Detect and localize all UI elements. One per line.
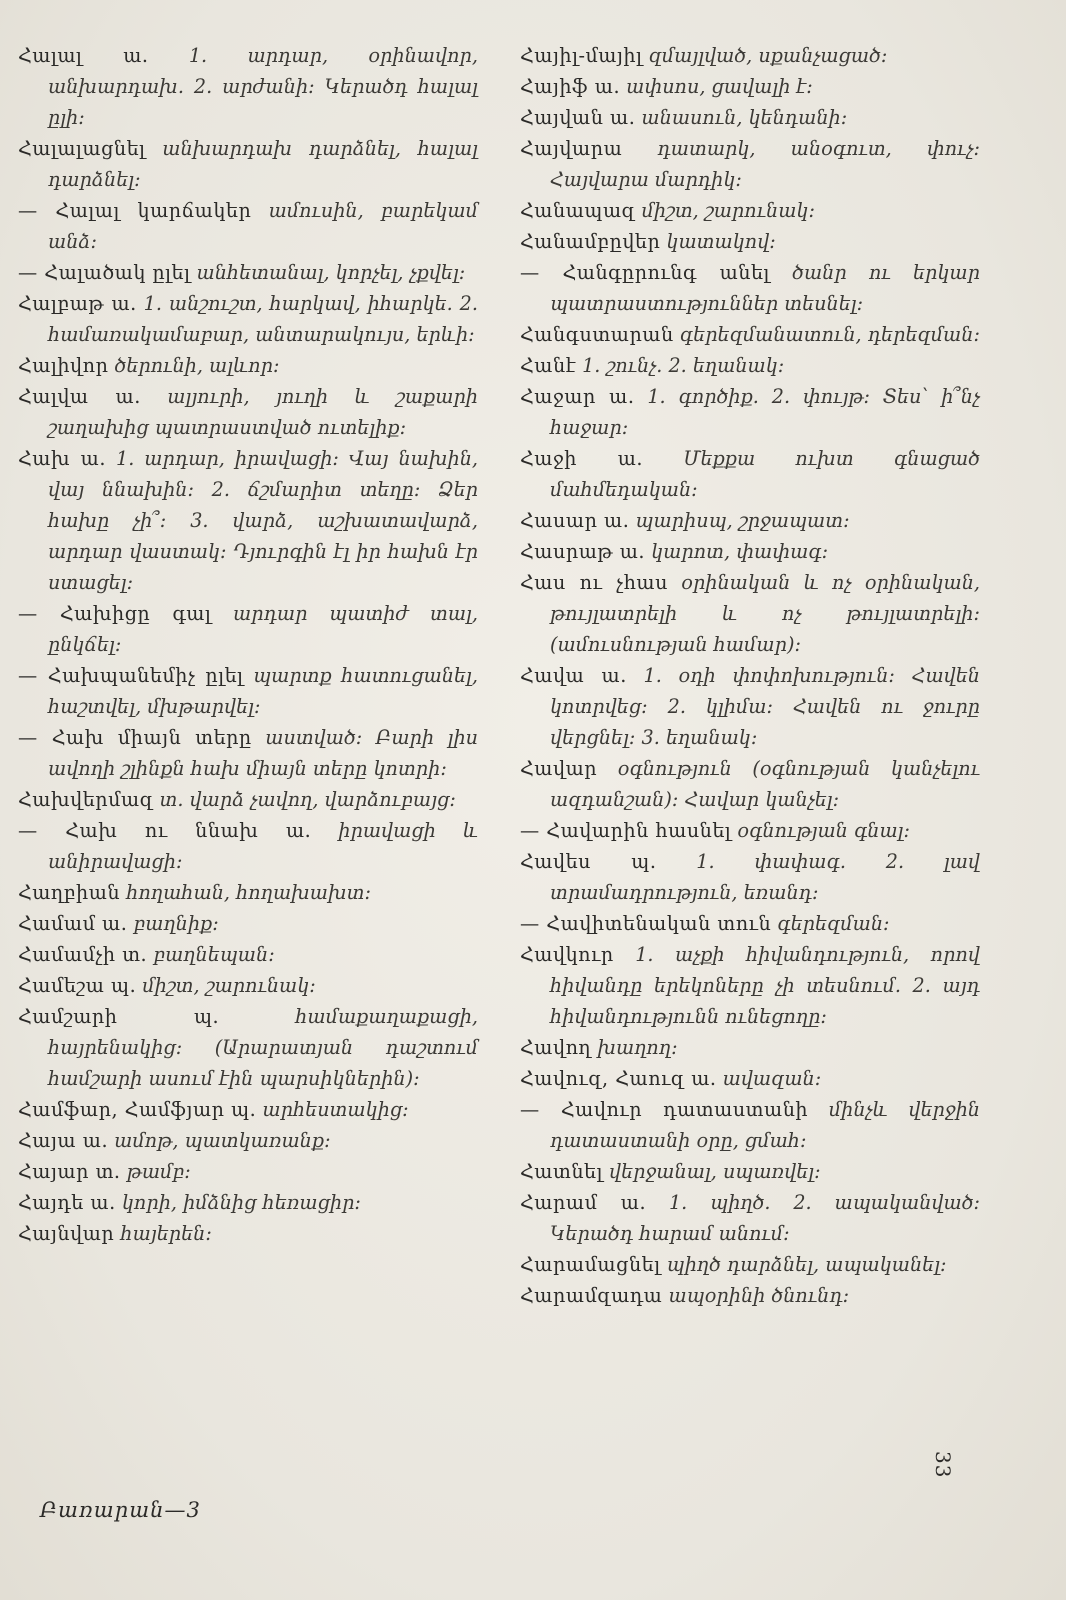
left-column — [18, 40, 478, 1249]
dictionary-entry — [520, 1249, 980, 1280]
entry-headword: Հարամզադա — [520, 1284, 663, 1307]
dictionary-entry — [18, 784, 478, 815]
dictionary-entry — [520, 1156, 980, 1187]
entry-definition: վերջանալ, սպառվել։ — [602, 1160, 821, 1183]
entry-headword: Համամչի տ. — [18, 943, 148, 966]
entry-definition: մինչև վերջին դատաստանի օրը, ցմահ։ — [550, 1098, 980, 1152]
entry-definition: Մեքքա ուխտ գնացած մահմեդական։ — [550, 447, 980, 501]
dictionary-entry — [18, 133, 478, 195]
dictionary-entry — [520, 40, 980, 71]
entry-definition: արհեստակից։ — [256, 1098, 409, 1121]
entry-definition: աստված։ Բարի լիս ավողի շլինքն հախ միայն տերը կոտրի։ — [48, 726, 479, 780]
page-number: 33 — [931, 1451, 955, 1479]
entry-definition: բաղնեպան։ — [147, 943, 275, 966]
entry-definition: 1. շունչ. 2. եղանակ։ — [575, 354, 785, 377]
entry-headword: Հարամ ա. — [520, 1191, 647, 1214]
entry-headword: Համամ ա. — [18, 912, 128, 935]
entry-definition: կարոտ, փափագ։ — [645, 540, 829, 563]
dictionary-entry — [18, 1187, 478, 1218]
dictionary-entry — [18, 970, 478, 1001]
entry-headword: Հաջի ա. — [520, 447, 644, 470]
entry-headword: Հայդե ա. — [18, 1191, 116, 1214]
entry-headword: Հալբաթ ա. — [18, 292, 137, 315]
entry-headword: Հավար — [520, 757, 598, 780]
dictionary-entry — [520, 846, 980, 908]
entry-headword: Հայիֆ ա. — [520, 75, 621, 98]
dictionary-entry — [520, 443, 980, 505]
entry-headword: Հաջար ա. — [520, 385, 635, 408]
entry-definition: թամբ։ — [120, 1160, 191, 1183]
entry-definition: 1. փափագ. 2. լավ տրամադրություն, եռանդ։ — [550, 850, 981, 904]
dictionary-entry — [520, 195, 980, 226]
entry-headword: Հանգստարան — [520, 323, 674, 346]
entry-definition: իրավացի և անիրավացի։ — [48, 819, 478, 873]
dictionary-entry — [18, 722, 478, 784]
dictionary-entry — [18, 598, 478, 660]
dictionary-entry — [520, 505, 980, 536]
entry-headword: Հատնել — [520, 1160, 603, 1183]
dictionary-entry — [520, 1032, 980, 1063]
dictionary-entry — [18, 1156, 478, 1187]
entry-headword: Հայա ա. — [18, 1129, 109, 1152]
entry-headword: Հանապազ — [520, 199, 636, 222]
entry-definition: տ. վարձ չավող, վարձուբայց։ — [153, 788, 456, 811]
entry-headword: — Հանգըրունգ անել — [520, 261, 770, 284]
entry-definition: միշտ, շարունակ։ — [136, 974, 316, 997]
entry-headword: Հավես պ. — [520, 850, 657, 873]
entry-headword: Հավկուր — [520, 943, 614, 966]
entry-definition: արդար պատիժ տալ, ընկճել։ — [48, 602, 479, 656]
dictionary-entry — [18, 40, 478, 133]
entry-definition: 1. գործիք. 2. փույթ։ Տես՝ ի՞նչ հաջար։ — [550, 385, 980, 439]
entry-headword: Հայար տ. — [18, 1160, 121, 1183]
dictionary-entry — [520, 567, 980, 660]
entry-headword: — Հախ ու ննախ ա. — [18, 819, 312, 842]
entry-headword: — Հալալ կարճակեր — [18, 199, 252, 222]
entry-definition: ալյուրի, յուղի և շաքարի շաղախից պատրաստված ուտելիք։ — [48, 385, 478, 439]
entry-definition: հողահան, հողախախտ։ — [120, 881, 372, 904]
dictionary-entry — [520, 350, 980, 381]
dictionary-entry — [520, 536, 980, 567]
entry-definition: ավազան։ — [716, 1067, 822, 1090]
dictionary-entry — [520, 1094, 980, 1156]
entry-headword: Հախ ա. — [18, 447, 106, 470]
entry-headword: — Հախ միայն տերը — [18, 726, 252, 749]
dictionary-entry — [18, 660, 478, 722]
entry-definition: 1. պիղծ. 2. ապականված։ Կերածդ հարամ անում։ — [550, 1191, 981, 1245]
entry-headword: Հախվերմազ — [18, 788, 154, 811]
entry-headword: Հասրաթ ա. — [520, 540, 645, 563]
entry-definition: ապօրինի ծնունդ։ — [662, 1284, 850, 1307]
entry-definition: ծերունի, ալևոր։ — [108, 354, 280, 377]
dictionary-entry — [18, 350, 478, 381]
dictionary-entry — [520, 71, 980, 102]
dictionary-entry — [18, 908, 478, 939]
entry-definition: ծանր ու երկար պատրաստություններ տեսնել։ — [550, 261, 980, 315]
entry-definition: անհետանալ, կորչել, չքվել։ — [190, 261, 466, 284]
entry-definition: օրինական և ոչ օրինական, թույլատրելի և ոչ թույլատրելի։ (ամուսնության համար)։ — [550, 571, 980, 656]
entry-definition: կորի, իմձնից հեռացիր։ — [115, 1191, 361, 1214]
entry-definition: ափսոս, ցավալի է։ — [620, 75, 813, 98]
entry-definition: 1. օդի փոփոխություն։ Հավեն կոտրվեց։ 2. կլիմա։ Հավեն ու ջուրը վերցնել։ 3. եղանակ։ — [550, 664, 980, 749]
dictionary-entry — [520, 660, 980, 753]
entry-definition: 1. անշուշտ, հարկավ, իհարկե. 2. համառակամաբար, անտարակույս, երևի։ — [48, 292, 478, 346]
entry-definition: օգնություն (օգնության կանչելու ազդանշան)։ Հավար կանչել։ — [550, 757, 980, 811]
entry-headword: — Հավուր դատաստանի — [520, 1098, 809, 1121]
entry-definition: անասուն, կենդանի։ — [635, 106, 848, 129]
entry-definition: դատարկ, անօգուտ, փուչ։ Հայվարա մարդիկ։ — [550, 137, 980, 191]
entry-definition: անխարդախ դարձնել, հալալ դարձնել։ — [48, 137, 478, 191]
entry-headword: Հայիլ-մայիլ — [520, 44, 643, 67]
entry-definition: 1. արդար, օրինավոր, անխարդախ. 2. արժանի։ Կերածդ հալալ ըլի։ — [48, 44, 478, 129]
entry-definition: պարտք հատուցանել, հաշտվել, մխթարվել։ — [48, 664, 478, 718]
dictionary-entry — [520, 908, 980, 939]
entry-definition: խաղող։ — [591, 1036, 678, 1059]
footer-signature: Բառարան—3 — [40, 1498, 201, 1522]
dictionary-entry — [520, 319, 980, 350]
dictionary-entry — [520, 257, 980, 319]
entry-headword: Հալալ ա. — [18, 44, 149, 67]
entry-headword: — Հավարին հասնել — [520, 819, 732, 842]
dictionary-entry — [18, 381, 478, 443]
dictionary-entry — [18, 1001, 478, 1094]
dictionary-entry — [520, 226, 980, 257]
entry-headword: Հալվա ա. — [18, 385, 141, 408]
entry-definition: գերեզման։ — [771, 912, 890, 935]
dictionary-entry — [520, 753, 980, 815]
entry-definition: գերեզմանատուն, դերեզման։ — [673, 323, 980, 346]
entry-headword: Հավուզ, Հաուզ ա. — [520, 1067, 717, 1090]
entry-definition: հայերեն։ — [114, 1222, 212, 1245]
entry-definition: պարիսպ, շրջապատ։ — [629, 509, 850, 532]
dictionary-entry — [520, 381, 980, 443]
entry-headword: Համեշա պ. — [18, 974, 137, 997]
entry-definition: համաքաղաքացի, հայրենակից։ (Արարատյան դաշտում համշարի ասում էին պարսիկներին)։ — [48, 1005, 478, 1090]
entry-headword: — Հալածակ ըլել — [18, 261, 191, 284]
dictionary-entry — [18, 877, 478, 908]
dictionary-entry — [18, 257, 478, 288]
dictionary-entry — [18, 1125, 478, 1156]
entry-headword: Հալիվոր — [18, 354, 109, 377]
entry-headword: Հայնվար — [18, 1222, 115, 1245]
dictionary-entry — [520, 815, 980, 846]
dictionary-entry — [18, 443, 478, 598]
entry-headword: Համշարի պ. — [18, 1005, 220, 1028]
entry-definition: բաղնիք։ — [127, 912, 219, 935]
right-column — [520, 40, 980, 1311]
entry-definition: պիղծ դարձնել, ապականել։ — [660, 1253, 947, 1276]
dictionary-entry — [520, 133, 980, 195]
entry-definition: կատակով։ — [660, 230, 776, 253]
dictionary-entry — [18, 1094, 478, 1125]
dictionary-entry — [18, 815, 478, 877]
dictionary-entry — [520, 102, 980, 133]
entry-headword: — Հավիտենական տուն — [520, 912, 772, 935]
entry-headword: Հավա ա. — [520, 664, 627, 687]
entry-headword: Հաս ու չհաս — [520, 571, 668, 594]
entry-definition: օգնության գնալ։ — [731, 819, 911, 842]
dictionary-entry — [18, 288, 478, 350]
dictionary-entry — [520, 939, 980, 1032]
entry-headword: Հալալացնել — [18, 137, 146, 160]
entry-headword: Հայվան ա. — [520, 106, 636, 129]
entry-headword: — Հախպանեմիչ ըլել — [18, 664, 244, 687]
dictionary-entry — [18, 195, 478, 257]
dictionary-entry — [520, 1063, 980, 1094]
dictionary-entry — [18, 939, 478, 970]
entry-definition: 1. աչքի հիվանդություն, որով հիվանդը երեկոները չի տեսնում. 2. այդ հիվանդությունն ունեցողը։ — [550, 943, 980, 1028]
entry-headword: Հավող — [520, 1036, 592, 1059]
entry-definition: 1. արդար, իրավացի։ Վայ նախին, վայ ննախին։ 2. ճշմարիտ տեղը։ Ձեր հախը չի՞։ 3. վարձ, աշխատավարձ, արդար վաստակ։ Դյուրգին էլ իր հախն էր ստացել։ — [48, 447, 478, 594]
entry-definition: միշտ, շարունակ։ — [635, 199, 815, 222]
entry-headword: Հանէ — [520, 354, 576, 377]
dictionary-entry — [520, 1187, 980, 1249]
entry-headword: Հաղբիան — [18, 881, 121, 904]
entry-definition: ամոթ, պատկառանք։ — [108, 1129, 331, 1152]
entry-definition: զմայլված, սքանչացած։ — [642, 44, 888, 67]
entry-headword: Հարամացնել — [520, 1253, 661, 1276]
entry-headword: Հայվարա — [520, 137, 623, 160]
entry-definition: ամուսին, բարեկամ անձ։ — [48, 199, 478, 253]
entry-headword: Հանամբըվեր — [520, 230, 661, 253]
entry-headword: Համֆար, Համֆյար պ. — [18, 1098, 257, 1121]
dictionary-entry — [520, 1280, 980, 1311]
dictionary-entry — [18, 1218, 478, 1249]
entry-headword: Հասար ա. — [520, 509, 630, 532]
entry-headword: — Հախիցը գալ — [18, 602, 212, 625]
